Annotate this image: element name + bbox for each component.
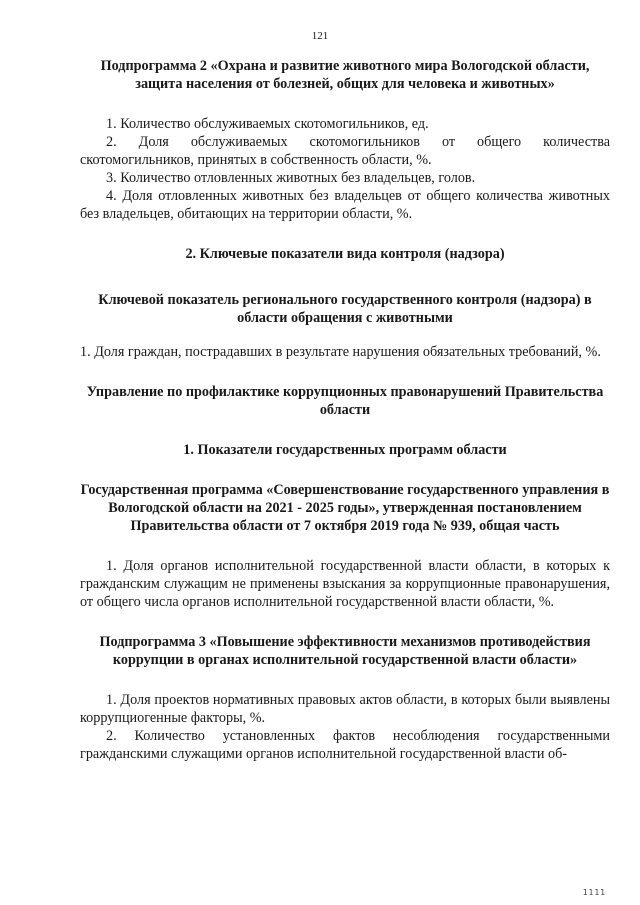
document-body bbox=[80, 57, 610, 763]
heading-key-indicator-animal-control: Ключевой показатель регионального государственного контроля (надзора) в области обращения с животными bbox=[98, 292, 592, 326]
indicator-4-caught-animals-share: 4. Доля отловленных животных без владельцев от общего количества животных без владельцев, обитающих на территории области, %. bbox=[80, 188, 610, 222]
heading-subprogram-2: Подпрограмма 2 «Охрана и развитие животного мира Вологодской области, защита населения от болезней, общих для человека и животных» bbox=[100, 58, 590, 92]
indicator-3-caught-animals-count: 3. Количество отловленных животных без владельцев, голов. bbox=[106, 170, 476, 186]
indicator-injured-citizens-share: 1. Доля граждан, пострадавших в результате нарушения обязательных требований, %. bbox=[80, 344, 601, 360]
heading-anticorruption-department: Управление по профилактике коррупционных правонарушений Правительства области bbox=[86, 384, 604, 418]
page-number: 121 bbox=[311, 30, 329, 42]
scanner-footer-mark: 1111 bbox=[582, 888, 606, 897]
heading-state-program-indicators: 1. Показатели государственных программ области bbox=[183, 442, 507, 458]
indicator-noncompliance-facts-count: 2. Количество установленных фактов несоблюдения государственными гражданскими служащими органов исполнительной государственной власти об- bbox=[80, 728, 610, 762]
heading-subprogram-3: Подпрограмма 3 «Повышение эффективности механизмов противодействия коррупции в органах исполнительной государственной власти области» bbox=[99, 634, 591, 668]
indicator-authorities-without-penalties-share: 1. Доля органов исполнительной государственной власти области, в которых к гражданским служащим не применены взыскания за коррупционные правонарушения, от общего числа органов исполнительной государственной власти области, %. bbox=[80, 558, 610, 610]
heading-key-indicators: 2. Ключевые показатели вида контроля (надзора) bbox=[185, 246, 505, 262]
heading-state-program: Государственная программа «Совершенствование государственного управления в Вологодской области на 2021 - 2025 годы», утвержденная постановлением Правительства области от 7 октября 2019 года № 939, общая часть bbox=[80, 482, 610, 534]
indicator-2-burial-sites-share: 2. Доля обслуживаемых скотомогильников от общего количества скотомогильников, принятых в собственность области, %. bbox=[80, 134, 610, 168]
indicator-corruption-factors-share: 1. Доля проектов нормативных правовых актов области, в которых были выявлены коррупциогенные факторы, %. bbox=[80, 692, 610, 726]
indicator-1-burial-sites-count: 1. Количество обслуживаемых скотомогильников, ед. bbox=[106, 116, 429, 132]
